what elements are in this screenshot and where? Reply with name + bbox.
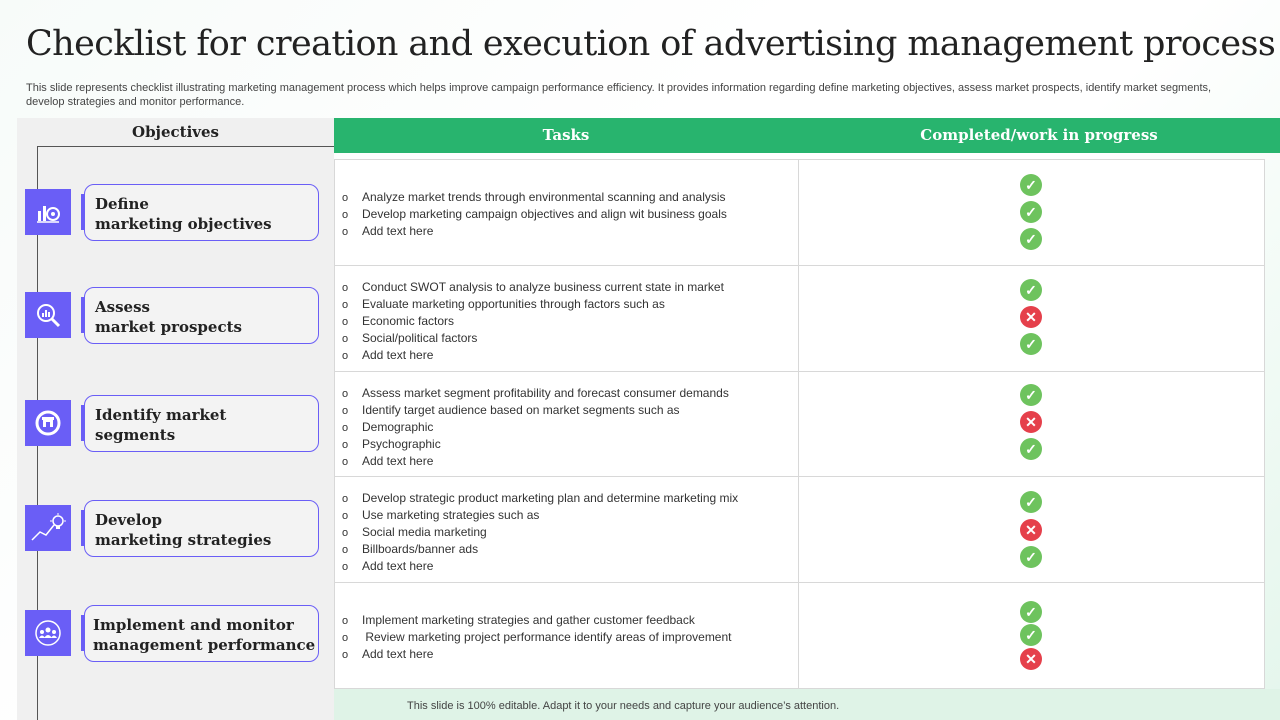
list-item: o Use marketing strategies such as <box>342 508 540 522</box>
page-title: Checklist for creation and execution of advertising management process <box>26 24 1276 64</box>
objective-identify-market-segments <box>84 395 319 452</box>
status-header: Completed/work in progress <box>920 126 1158 144</box>
row-divider <box>334 476 1265 477</box>
objective-line-2: segments <box>95 426 176 444</box>
footer-note: This slide is 100% editable. Adapt it to your needs and capture your audience’s attention. <box>407 700 840 712</box>
column-divider <box>798 159 799 689</box>
task-list <box>342 189 792 240</box>
list-item: o Conduct SWOT analysis to analyze business current state in market <box>342 280 724 294</box>
chart-target-icon <box>25 189 71 235</box>
row-divider <box>334 265 1265 266</box>
check-icon: ✓ <box>1020 546 1042 568</box>
objective-line-2: marketing objectives <box>95 215 272 233</box>
tasks-header: Tasks <box>542 126 590 144</box>
cross-icon: ✕ <box>1020 519 1042 541</box>
list-item: o Billboards/banner ads <box>342 542 479 556</box>
list-item: o Develop marketing campaign objectives and align wit business goals <box>342 207 727 221</box>
objective-line-2: marketing strategies <box>95 531 272 549</box>
objective-implement-and-monitor <box>84 605 319 662</box>
objectives-header: Objectives <box>132 123 219 141</box>
cross-icon: ✕ <box>1020 411 1042 433</box>
list-item: o Social media marketing <box>342 525 487 539</box>
list-item: o Evaluate marketing opportunities through factors such as <box>342 297 665 311</box>
page-subtitle: This slide represents checklist illustrating marketing management process which helps improve campaign performance efficiency. It provides information regarding define marketing objectives, assess market prospects, identify market segments, develop strategies and monitor performance. <box>26 82 1212 108</box>
objective-develop-marketing-strategies <box>84 500 319 557</box>
store-segment-icon <box>25 400 71 446</box>
objective-line-1: Identify market <box>95 406 227 424</box>
list-item: o Analyze market trends through environmental scanning and analysis <box>342 190 726 204</box>
team-circle-icon <box>25 610 71 656</box>
task-list <box>342 490 792 575</box>
list-item: o Add text here <box>342 454 434 468</box>
objective-line-2: market prospects <box>95 318 242 336</box>
check-icon: ✓ <box>1020 384 1042 406</box>
check-icon: ✓ <box>1020 174 1042 196</box>
list-item: o Add text here <box>342 559 434 573</box>
list-item: o Demographic <box>342 420 434 434</box>
list-item: o Identify target audience based on market segments such as <box>342 403 680 417</box>
check-icon: ✓ <box>1020 438 1042 460</box>
timeline-top-line <box>37 146 334 147</box>
list-item: o Add text here <box>342 224 434 238</box>
objective-line-1: Assess <box>95 298 150 316</box>
objective-define-marketing-objectives <box>84 184 319 241</box>
list-item: o Assess market segment profitability and forecast consumer demands <box>342 386 729 400</box>
check-icon: ✓ <box>1020 601 1042 623</box>
objective-line-1: Define <box>95 195 149 213</box>
cross-icon: ✕ <box>1020 306 1042 328</box>
list-item: o Add text here <box>342 647 434 661</box>
idea-growth-icon <box>25 505 71 551</box>
list-item: o Add text here <box>342 348 434 362</box>
magnifier-chart-icon <box>25 292 71 338</box>
objective-assess-market-prospects <box>84 287 319 344</box>
objective-line-1: Develop <box>95 511 163 529</box>
task-list <box>342 279 792 364</box>
check-icon: ✓ <box>1020 279 1042 301</box>
list-item: o Review marketing project performance identify areas of improvement <box>342 630 732 644</box>
row-divider <box>334 582 1265 583</box>
check-icon: ✓ <box>1020 624 1042 646</box>
list-item: o Social/political factors <box>342 331 478 345</box>
cross-icon: ✕ <box>1020 648 1042 670</box>
list-item: o Implement marketing strategies and gather customer feedback <box>342 613 695 627</box>
task-list <box>342 612 792 663</box>
check-icon: ✓ <box>1020 333 1042 355</box>
list-item: o Economic factors <box>342 314 455 328</box>
objective-line-2: management performance <box>93 636 316 654</box>
objective-line-1: Implement and monitor <box>93 616 294 634</box>
list-item: o Develop strategic product marketing plan and determine marketing mix <box>342 491 739 505</box>
task-list <box>342 385 792 470</box>
check-icon: ✓ <box>1020 201 1042 223</box>
row-divider <box>334 371 1265 372</box>
check-icon: ✓ <box>1020 228 1042 250</box>
list-item: o Psychographic <box>342 437 441 451</box>
check-icon: ✓ <box>1020 491 1042 513</box>
